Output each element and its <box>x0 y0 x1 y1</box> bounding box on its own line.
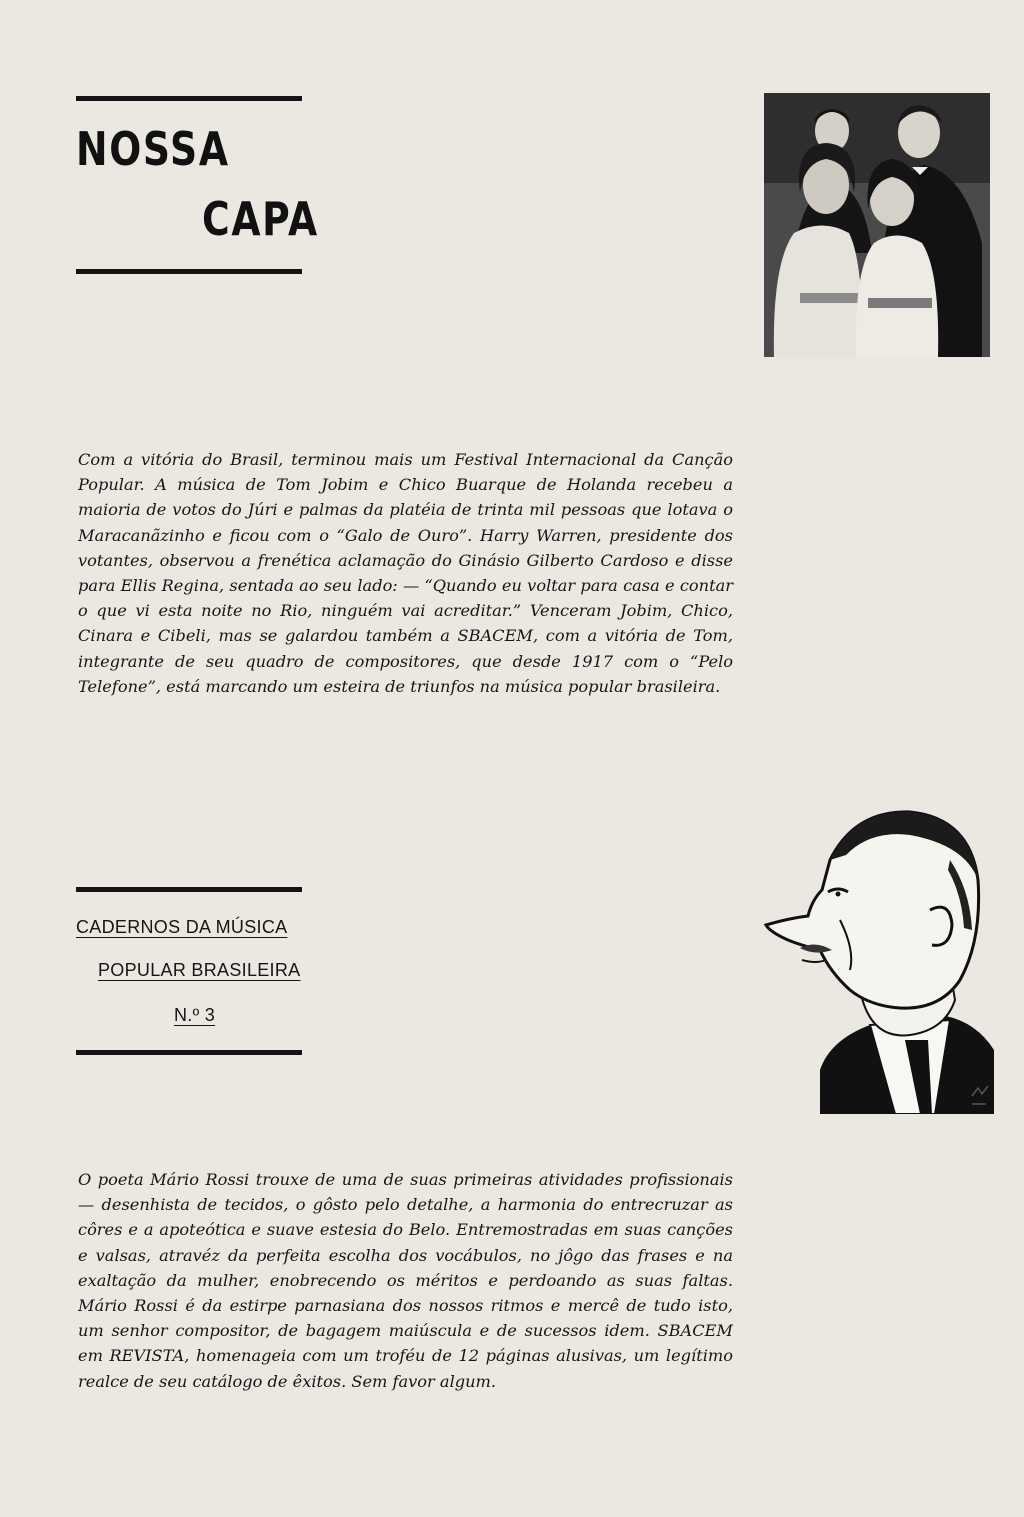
title-bottom-rule <box>76 269 302 274</box>
top-rule <box>76 96 302 101</box>
title-nossa: NOSSA <box>76 122 230 176</box>
cadernos-line2: POPULAR BRASILEIRA <box>98 960 301 980</box>
cadernos-line1: CADERNOS DA MÚSICA <box>76 917 288 937</box>
cadernos-number: N.º 3 <box>174 1005 216 1025</box>
cadernos-top-rule <box>76 887 302 892</box>
cover-paragraph: Com a vitória do Brasil, terminou mais um Festival Internacional da Canção Popular. A música de Tom Jobim e Chico Buarque de Holanda recebeu a maioria de votos do Júri e palmas da platéia de trinta mil pessoas que lotava o Maracanãzinho e ficou com o “Galo de Ouro”. Harry Warren, presidente dos votantes, observou a frenética aclamação do Ginásio Gilberto Cardoso e disse para Ellis Regina, sentada ao seu lado: — “Quando eu voltar para casa e contar o que vi esta noite no Rio, ninguém vai acreditar.” Venceram Jobim, Chico, Cinara e Cibeli, mas se galardou também a SBACEM, com a vitória de Tom, integrante de seu quadro de compositores, que desde 1917 com o “Pelo Telefone”, está marcando um esteira de triunfos na música popular brasileira. <box>78 450 733 696</box>
caricature-drawing <box>760 800 994 1114</box>
title-capa: CAPA <box>202 192 319 246</box>
cadernos-paragraph: O poeta Mário Rossi trouxe de uma de suas primeiras atividades profissionais — desenhista de tecidos, o gôsto pelo detalhe, a harmonia do entrecruzar as côres e a apoteótica e suave estesia do Belo. Entremostradas em suas canções e valsas, atravéz da perfeita escolha dos vocábulos, no jôgo das frases e na exaltação da mulher, enobrecendo os méritos e perdoando as suas faltas. Mário Rossi é da estirpe parnasiana dos nossos ritmos e mercê de tudo isto, um senhor compositor, de bagagem maiúscula e de sucessos idem. SBACEM em REVISTA, homenageia com um troféu de 12 páginas alusivas, um legítimo realce de seu catálogo de êxitos. Sem favor algum. <box>78 1170 733 1391</box>
cover-photo <box>764 93 990 357</box>
cadernos-bottom-rule <box>76 1050 302 1055</box>
